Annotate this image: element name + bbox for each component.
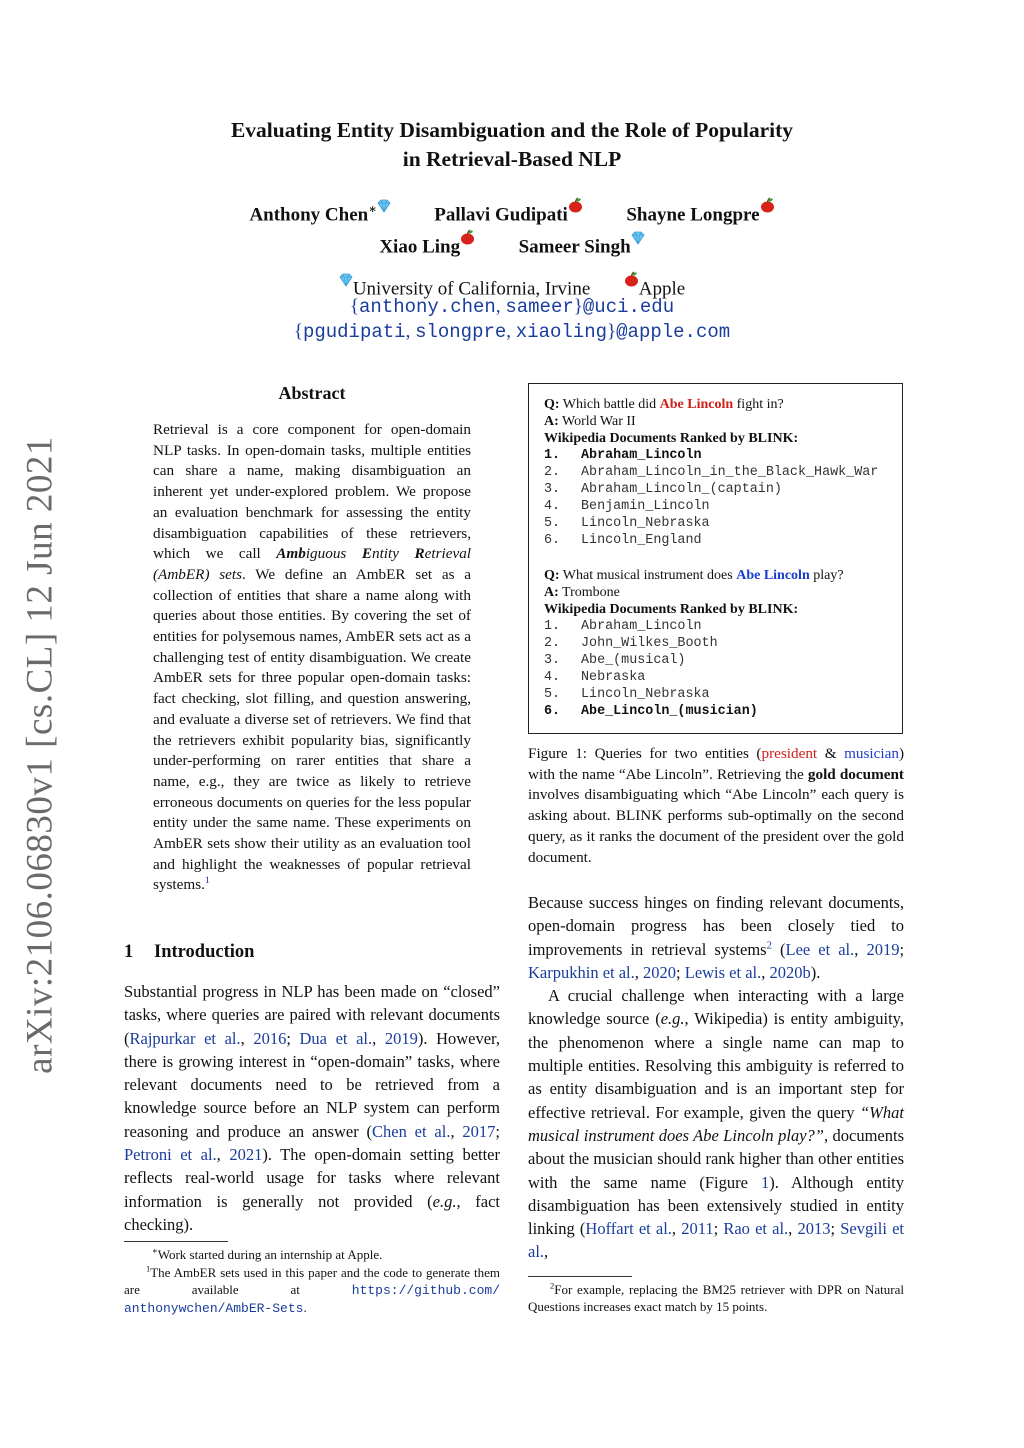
email-line-apple: [112, 321, 912, 343]
abstract-text-1: Retrieval is a core component for open-domain NLP tasks. In open-domain tasks, multiple entities can share a name, making disambiguation an inherent yet under-explored problem. We propose an evaluation benchmark for assessing the entity disambiguation capabilities of these retrievers, which we call: [153, 421, 471, 563]
citation-chen[interactable]: Chen et al.: [372, 1121, 451, 1141]
github-url[interactable]: https://github.com/: [351, 1283, 500, 1298]
abstract-heading: Abstract: [278, 383, 346, 403]
abstract-iguous: iguous: [305, 545, 347, 563]
abstract-r: R: [414, 545, 425, 563]
citation-year[interactable]: 2013: [797, 1219, 831, 1239]
author-anthony-chen: Anthony Chen: [249, 204, 369, 226]
section-number: 1: [124, 942, 134, 962]
affiliation-uci: University of California, Irvine: [352, 278, 591, 300]
citation-year[interactable]: 2016: [253, 1028, 287, 1048]
citation-year[interactable]: 2020b: [769, 962, 811, 982]
footnote-1: $^1$The AmbER sets used in this paper and the code to generate them are available at https://github.com/ anthonywchen/AmbER-Sets.: [124, 1263, 500, 1316]
doc-list-2-item: 1. Abraham_Lincoln: [544, 619, 702, 634]
affiliation-apple: Apple: [638, 278, 686, 300]
paper-title: [112, 116, 912, 174]
doc-list-2-item: 2. John_Wilkes_Booth: [544, 636, 718, 651]
abstract-e: E: [361, 545, 372, 563]
gem-icon: [377, 199, 391, 213]
citation-petroni[interactable]: Petroni et al.: [124, 1145, 217, 1165]
docs-heading-2: Wikipedia Documents Ranked by BLINK:: [544, 602, 799, 617]
section-heading-introduction: [124, 942, 254, 963]
email-user-sameer[interactable]: sameer: [505, 296, 574, 318]
caption-president: president: [761, 745, 818, 762]
apple-icon: [624, 271, 639, 287]
arxiv-stamp-text: arXiv:2106.06830v1 [cs.CL] 12 Jun 2021: [19, 436, 61, 1074]
gem-icon: [631, 231, 645, 245]
doc-list-1-item: 6. Lincoln_England: [544, 533, 702, 548]
footnote-ref-2[interactable]: 2: [766, 939, 772, 952]
paragraph-retrieval: Because success hinges on finding relevant documents, open-domain progress has been closely tied to improvements in retrieval systems$^2$ (Lee et al., 2019; Karpukhin et al., 2020; Lewis et al., 2020b).: [528, 893, 905, 982]
doc-list-1-item: 3. Abraham_Lincoln_(captain): [544, 482, 782, 497]
figure-1-caption: Figure 1: Queries for two entities (president & musician) with the name “Abe Lincoln”. Retrieving the gold document involves disambiguating which “Abe Lincoln” each query is asking about. BLINK performs sub-optimally on the second query, as it ranks the document of the president over the gold document.: [528, 745, 904, 866]
citation-rajpurkar[interactable]: Rajpurkar et al.: [129, 1028, 241, 1048]
citation-dua[interactable]: Dua et al.: [299, 1028, 373, 1048]
gem-icon: [339, 273, 353, 287]
doc-list-2-item: 6. Abe_Lincoln_(musician): [544, 704, 758, 719]
brace-close: }: [607, 321, 617, 342]
doc-list-1-item: 2. Abraham_Lincoln_in_the_Black_Hawk_War: [544, 465, 879, 480]
citation-year[interactable]: 2011: [681, 1219, 714, 1239]
citation-year[interactable]: 2021: [229, 1145, 263, 1165]
github-url-cont[interactable]: anthonywchen/AmbER-Sets: [124, 1301, 304, 1316]
abstract-text-2: . We define an AmbER set as a collection of entities that share a name along with queries about those entities. By covering the set of entities for polysemous names, AmbER sets act as a challenging test of entity disambiguation. We create AmbER sets for three popular open-domain tasks: fact checking, slot filling, and question answering, and evaluate a diverse set of retrievers. We find that the retrievers exhibit popularity bias, significantly under-performing on rarer entities that share a name, e.g., they are twice as likely to retrieve erroneous documents on queries for the less popular entity under the same name. These experiments on AmbER sets show their utility as an evaluation tool and highlight the weaknesses of popular retrieval systems.: [153, 565, 471, 894]
intro-paragraph: Substantial progress in NLP has been made on “closed” tasks, where queries are paired with relevant documents (Rajpurkar et al., 2016; Dua et al., 2019). However, there is growing interest in “open-domain” tasks, where relevant documents need to be retrieved from a knowledge source before an NLP system can perform reasoning and produce an answer (Chen et al., 2017; Petroni et al., 2021). The open-domain setting better reflects real-world usage for tasks where relevant information is generally not provided (e.g., fact checking).: [124, 982, 501, 1234]
query-2: Q: What musical instrument does Abe Lincoln play?: [544, 568, 844, 583]
citation-rao[interactable]: Rao et al.: [723, 1219, 789, 1239]
citation-hoffart[interactable]: Hoffart et al.: [585, 1219, 672, 1239]
docs-heading-1: Wikipedia Documents Ranked by BLINK:: [544, 431, 799, 446]
author-line-1: [112, 197, 912, 226]
abstract-body: [153, 420, 471, 896]
author-pallavi-gudipati: Pallavi Gudipati: [434, 204, 568, 226]
entity-musician: Abe Lincoln: [736, 568, 810, 583]
email-user-slongpre[interactable]: slongpre: [415, 321, 507, 343]
comma: ,: [506, 321, 516, 342]
title-line-2: in Retrieval-Based NLP: [402, 147, 622, 171]
section-title: Introduction: [154, 942, 255, 962]
author-line-2: [112, 229, 912, 258]
doc-list-1-item: 4. Benjamin_Lincoln: [544, 499, 710, 514]
citation-karpukhin[interactable]: Karpukhin et al.: [528, 962, 635, 982]
apple-icon: [460, 229, 475, 245]
figure-1-box: [528, 383, 903, 734]
email-domain-apple[interactable]: @apple.com: [616, 321, 731, 343]
email-line-uci: [112, 296, 912, 318]
caption-musician: musician: [844, 745, 899, 762]
footnote-star: ∗Work started during an internship at Apple.: [152, 1245, 383, 1262]
email-domain-uci[interactable]: @uci.edu: [582, 296, 675, 318]
answer-2: A: Trombone: [544, 585, 620, 600]
citation-lewis[interactable]: Lewis et al.: [684, 962, 762, 982]
entity-president: Abe Lincoln: [659, 397, 734, 412]
comma: ,: [495, 296, 506, 317]
author-xiao-ling: Xiao Ling: [379, 236, 461, 258]
footnote-rule: [528, 1276, 632, 1277]
abstract-amb: Amb: [276, 545, 306, 563]
footnote-ref-1[interactable]: 1: [204, 875, 210, 887]
footnote-2: $^2$For example, replacing the BM25 retriever with DPR on Natural Questions increases exact match by 15 points.: [528, 1280, 904, 1314]
brace-open: {: [349, 296, 360, 317]
apple-icon: [760, 197, 775, 213]
citation-year[interactable]: 2019: [866, 939, 900, 959]
doc-list-2-item: 5. Lincoln_Nebraska: [544, 687, 710, 702]
doc-list-1-item: 1. Abraham_Lincoln: [544, 448, 702, 463]
right-column-body: [528, 891, 904, 1264]
comma: ,: [405, 321, 416, 342]
doc-list-2-item: 4. Nebraska: [544, 670, 646, 685]
email-user-anthony[interactable]: anthony.chen: [359, 296, 496, 318]
doc-list-2-item: 3. Abe_(musical): [544, 653, 686, 668]
abstract-etrieval: etrieval (AmbER) sets: [153, 545, 472, 583]
title-line-1: Evaluating Entity Disambiguation and the Role of Popularity: [230, 118, 794, 142]
citation-year[interactable]: 2020: [643, 962, 677, 982]
email-user-xiaoling[interactable]: xiaoling: [515, 321, 608, 343]
query-1: Q: Which battle did Abe Lincoln fight in?: [544, 397, 784, 412]
citation-lee[interactable]: Lee et al.: [785, 939, 855, 959]
citation-year[interactable]: 2017: [462, 1121, 496, 1141]
answer-1: A: World War II: [544, 414, 636, 429]
email-user-pgudipati[interactable]: pgudipati: [302, 321, 406, 343]
paragraph-ambiguity: A crucial challenge when interacting with a large knowledge source (e.g., Wikipedia) is entity ambiguity, the phenomenon where a single name can map to multiple entities. Resolving this ambiguity is referred to as entity disambiguation and is an important step for effective retrieval. For example, given the query “What musical instrument does Abe Lincoln play?”, documents about the musician should rank higher than other entities with the same name (Figure 1). Although entity disambiguation has been extensively studied in entity linking (Hoffart et al., 2011; Rao et al., 2013; Sevgili et al.,: [528, 986, 905, 1262]
author-sameer-singh: Sameer Singh: [518, 236, 631, 258]
citation-sevgili[interactable]: Sevgili et al.: [528, 1219, 905, 1262]
abstract-ntity: ntity: [371, 545, 415, 563]
author-shayne-longpre: Shayne Longpre: [626, 204, 760, 226]
footnote-rule: [124, 1241, 228, 1242]
figure-ref[interactable]: 1: [761, 1172, 770, 1192]
doc-list-1-item: 5. Lincoln_Nebraska: [544, 516, 710, 531]
author-footnote-mark: ∗: [368, 202, 377, 216]
brace-close: }: [573, 296, 583, 317]
citation-year[interactable]: 2019: [384, 1028, 418, 1048]
apple-icon: [568, 197, 583, 213]
brace-open: {: [293, 321, 303, 342]
